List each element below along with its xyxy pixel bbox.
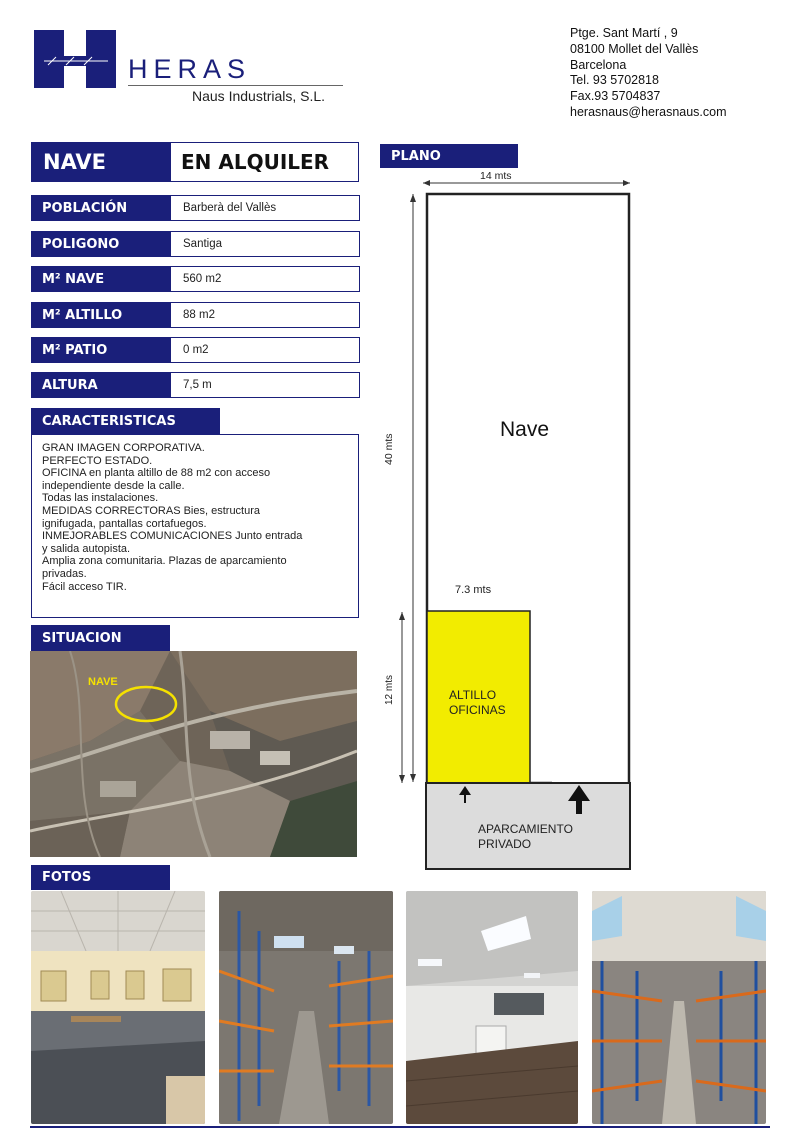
photo-warehouse-aisle[interactable] [592, 891, 766, 1124]
address-email[interactable]: herasnaus@herasnaus.com [570, 104, 727, 119]
address-province: Barcelona [570, 57, 627, 72]
char-line: GRAN IMAGEN CORPORATIVA. [42, 442, 205, 454]
char-line: privadas. [42, 567, 87, 580]
company-address [570, 26, 727, 121]
char-line: independiente desde la calle. [42, 479, 185, 492]
field-label-m2-altillo: M² ALTILLO [31, 302, 171, 328]
caracteristicas-text [31, 434, 359, 618]
char-line: OFICINA en planta altillo de 88 m2 con acceso [42, 467, 271, 480]
char-line: ignifugada, pantallas cortafuegos. [42, 517, 207, 530]
company-subtitle: Naus Industrials, S.L. [192, 88, 326, 104]
heras-logo-mark [34, 30, 124, 88]
char-line: Todas las instalaciones. [42, 492, 159, 505]
field-label-m2-nave: M² NAVE [31, 266, 171, 292]
char-line: Fácil acceso TIR. [42, 580, 127, 593]
field-label-poblacion: POBLACIÓN [31, 195, 171, 221]
altillo-height-label: 12 mts [384, 674, 395, 705]
address-city: 08100 Mollet del Vallès [570, 41, 699, 56]
photo-office-interior[interactable] [31, 891, 205, 1124]
address-fax: Fax.93 5704837 [570, 89, 661, 104]
fotos-title: FOTOS [31, 865, 170, 890]
char-line: PERFECTO ESTADO. [42, 454, 153, 467]
company-logo [34, 30, 354, 110]
company-name: HERAS [128, 54, 252, 84]
photo-warehouse-aisle-image [592, 891, 766, 1124]
plan-height-label: 40 mts [383, 433, 395, 465]
field-value-m2-nave: 560 m2 [170, 266, 360, 292]
field-label-m2-patio: M² PATIO [31, 337, 171, 363]
parking-label [478, 822, 573, 852]
address-phone: Tel. 93 5702818 [570, 73, 659, 88]
photo-office-image [31, 891, 205, 1124]
field-value-altura: 7,5 m [170, 372, 360, 398]
char-line: Amplia zona comunitaria. Plazas de aparcamiento [42, 555, 287, 568]
address-street: Ptge. Sant Martí , 9 [570, 26, 678, 40]
caracteristicas-title: CARACTERISTICAS [31, 408, 220, 434]
char-line: y salida autopista. [42, 542, 131, 555]
altillo-width-label: 7.3 mts [455, 584, 492, 596]
field-label-altura: ALTURA [31, 372, 171, 398]
parking-label-line2: PRIVADO [478, 837, 532, 851]
footer-divider [30, 1126, 770, 1128]
photo-warehouse-image [219, 891, 393, 1124]
altillo-label-line1: ALTILLO [449, 688, 497, 702]
field-label-poligono: POLIGONO [31, 231, 171, 257]
field-value-poligono: Santiga [170, 231, 360, 257]
floor-plan-drawing [380, 170, 680, 880]
plano-title: PLANO [380, 144, 518, 168]
altillo-label [449, 688, 506, 718]
char-line: INMEJORABLES COMUNICACIONES Junto entrada [42, 530, 303, 543]
field-value-m2-altillo: 88 m2 [170, 302, 360, 328]
photo-modern-office[interactable] [406, 891, 578, 1124]
plan-nave-label: Nave [500, 418, 550, 441]
field-value-poblacion: Barberà del Vallès [170, 195, 360, 221]
parking-label-line1: APARCAMIENTO [478, 822, 573, 836]
photo-modern-office-image [406, 891, 578, 1124]
plan-width-label: 14 mts [480, 170, 512, 182]
map-nave-label: NAVE [88, 676, 118, 688]
field-value-m2-patio: 0 m2 [170, 337, 360, 363]
altillo-label-line2: OFICINAS [449, 703, 506, 717]
listing-type: NAVE [31, 142, 171, 182]
photo-warehouse-racks[interactable] [219, 891, 393, 1124]
logo-divider [128, 85, 343, 86]
floor-plan [380, 170, 680, 880]
location-map[interactable] [30, 651, 357, 857]
aerial-map-image [30, 651, 357, 857]
situacion-title: SITUACION [31, 625, 170, 651]
listing-status: EN ALQUILER [170, 142, 359, 182]
char-line: MEDIDAS CORRECTORAS Bies, estructura [42, 504, 261, 517]
